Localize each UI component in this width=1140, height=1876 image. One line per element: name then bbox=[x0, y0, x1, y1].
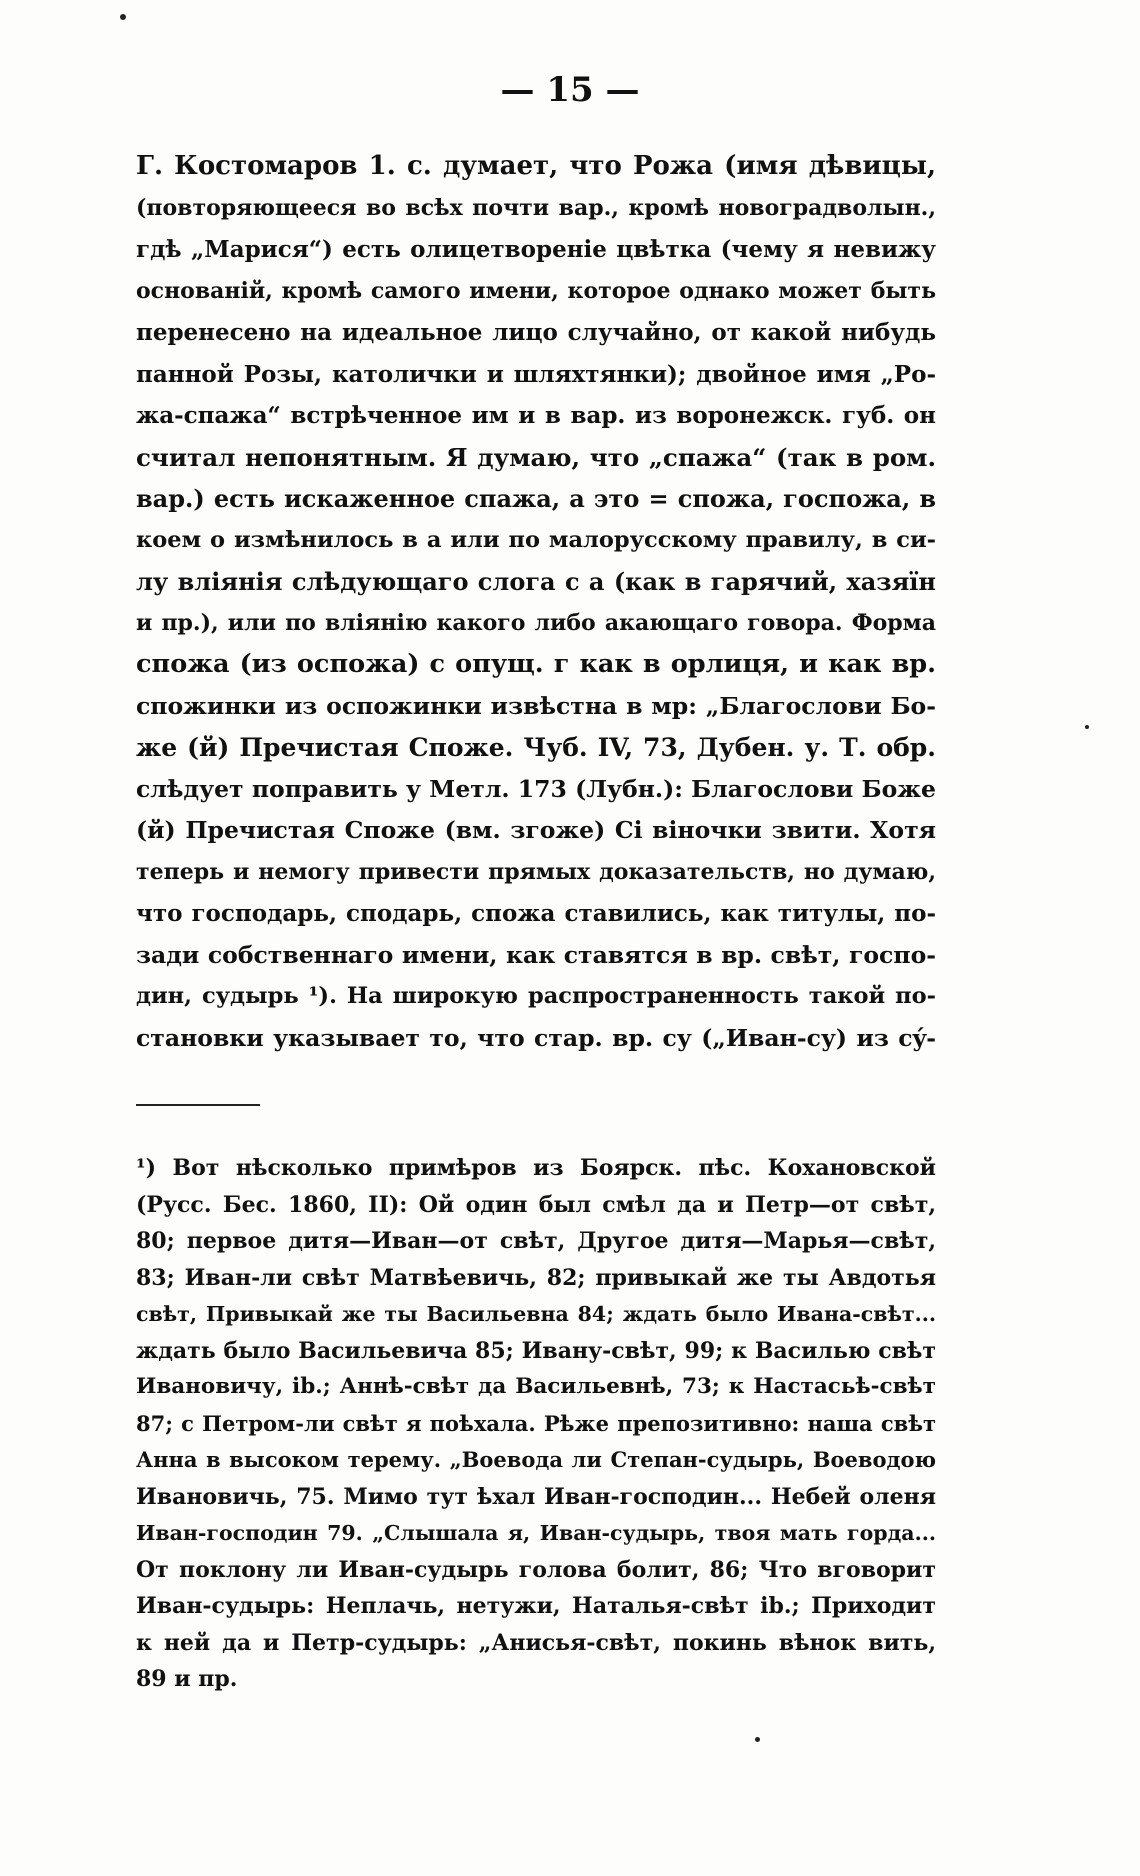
text-line: Г. Костомаров 1. с. думает, что Рожа (имя дѣвицы, bbox=[136, 151, 936, 181]
footnote-line: свѣт, Привыкай же ты Васильевна 84; ждать было Ивана-свѣт... bbox=[136, 1302, 936, 1326]
text-line: спожа (из оспожа) с опущ. г как в орлиця, и как вр. bbox=[136, 649, 936, 679]
footnote-line: От поклону ли Иван-судырь голова болит, 86; Что вговорит bbox=[136, 1556, 936, 1583]
footnote-line: Иван-судырь: Неплачь, нетужи, Наталья-свѣт ib.; Приходит bbox=[136, 1593, 936, 1619]
text-line: и пр.), или по вліянію какого либо акающаго говора. Форма bbox=[136, 609, 936, 636]
text-line: коем о измѣнилось в а или по малорусскому правилу, в си- bbox=[136, 526, 936, 553]
text-line: теперь и немогу привести прямых доказательств, но думаю, bbox=[136, 858, 936, 885]
footnote-line: Анна в высоком терему. „Воевода ли Степан-судырь, Воеводою bbox=[136, 1447, 936, 1472]
text-line: (й) Пречистая Споже (вм. згоже) Сі віночки звити. Хотя bbox=[136, 816, 936, 844]
footnote-line: 80; первое дитя—Иван—от свѣт, Другое дитя—Марья—свѣт, bbox=[136, 1228, 936, 1254]
text-line: становки указывает то, что стар. вр. су („Иван-су) из сý- bbox=[136, 1023, 936, 1052]
text-line: считал непонятным. Я думаю, что „спажа“ (так в ром. bbox=[136, 442, 936, 472]
text-line: гдѣ „Марися“) есть олицетвореніе цвѣтка (чему я невижу bbox=[136, 236, 936, 263]
footnote-line: Ивановичь, 75. Мимо тут ѣхал Иван-господин... Небей оленя bbox=[136, 1483, 936, 1510]
text-line: что господарь, сподарь, спожа ставились, как титулы, по- bbox=[136, 900, 936, 927]
footnote-line: 89 и пр. bbox=[136, 1666, 238, 1692]
footnote-line: Иван-господин 79. „Слышала я, Иван-судырь, твоя мать горда... bbox=[136, 1521, 936, 1545]
main-text bbox=[136, 146, 936, 1059]
text-line: лу вліянія слѣдующаго слога с а (как в гарячий, хазяїн bbox=[136, 567, 936, 596]
text-line: перенесено на идеальное лицо случайно, от какой нибудь bbox=[136, 319, 936, 346]
text-line: слѣдует поправить у Метл. 173 (Лубн.): Благослови Боже bbox=[136, 774, 936, 803]
ink-speck bbox=[755, 1737, 760, 1742]
text-line: зади собственнаго имени, как ставятся в вр. свѣт, госпо- bbox=[136, 940, 936, 969]
footnote-separator bbox=[136, 1104, 260, 1106]
footnote-line: 87; с Петром-ли свѣт я поѣхала. Рѣже препозитивно: наша свѣт bbox=[136, 1410, 936, 1436]
ink-speck bbox=[1085, 725, 1089, 729]
footnote-line: к ней да и Петр-судырь: „Анисья-свѣт, покинь вѣнок вить, bbox=[136, 1629, 936, 1656]
footnote-line: ¹) Вот нѣсколько примѣров из Боярск. пѣс. Кохановской bbox=[136, 1155, 936, 1181]
text-line: дин, судырь ¹). На широкую распространенность такой по- bbox=[136, 983, 936, 1009]
text-line: основаній, кромѣ самого имени, которое однако может быть bbox=[136, 277, 936, 304]
page-number: — 15 — bbox=[500, 70, 640, 110]
ink-speck bbox=[120, 14, 126, 20]
text-line: вар.) есть искаженное спажа, а это = спожа, госпожа, в bbox=[136, 484, 936, 513]
footnote-line: (Русс. Бес. 1860, II): Ой один был смѣл да и Петр—от свѣт, bbox=[136, 1191, 936, 1218]
footnote-line: Ивановичу, ib.; Аннѣ-свѣт да Васильевнѣ, 73; к Настасьѣ-свѣт bbox=[136, 1374, 936, 1399]
footnote bbox=[136, 1150, 936, 1698]
text-line: (повторяющееся во всѣх почти вар., кромѣ новоградволын., bbox=[136, 194, 936, 221]
footnote-line: 83; Иван-ли свѣт Матвѣевичь, 82; привыкай же ты Авдотья bbox=[136, 1264, 936, 1291]
text-line: же (й) Пречистая Спожe. Чуб. IV, 73, Дубен. у. Т. обр. bbox=[136, 733, 936, 762]
text-line: панной Розы, католички и шляхтянки); двойное имя „Ро- bbox=[136, 360, 936, 388]
footnote-line: ждать было Васильевича 85; Ивану-свѣт, 99; к Василью свѣт bbox=[136, 1337, 936, 1364]
text-line: жа-спажа“ встрѣченное им и в вар. из воронежск. губ. он bbox=[136, 402, 936, 429]
text-line: спожинки из оспожинки извѣстна в мр: „Благослови Бо- bbox=[136, 691, 936, 720]
